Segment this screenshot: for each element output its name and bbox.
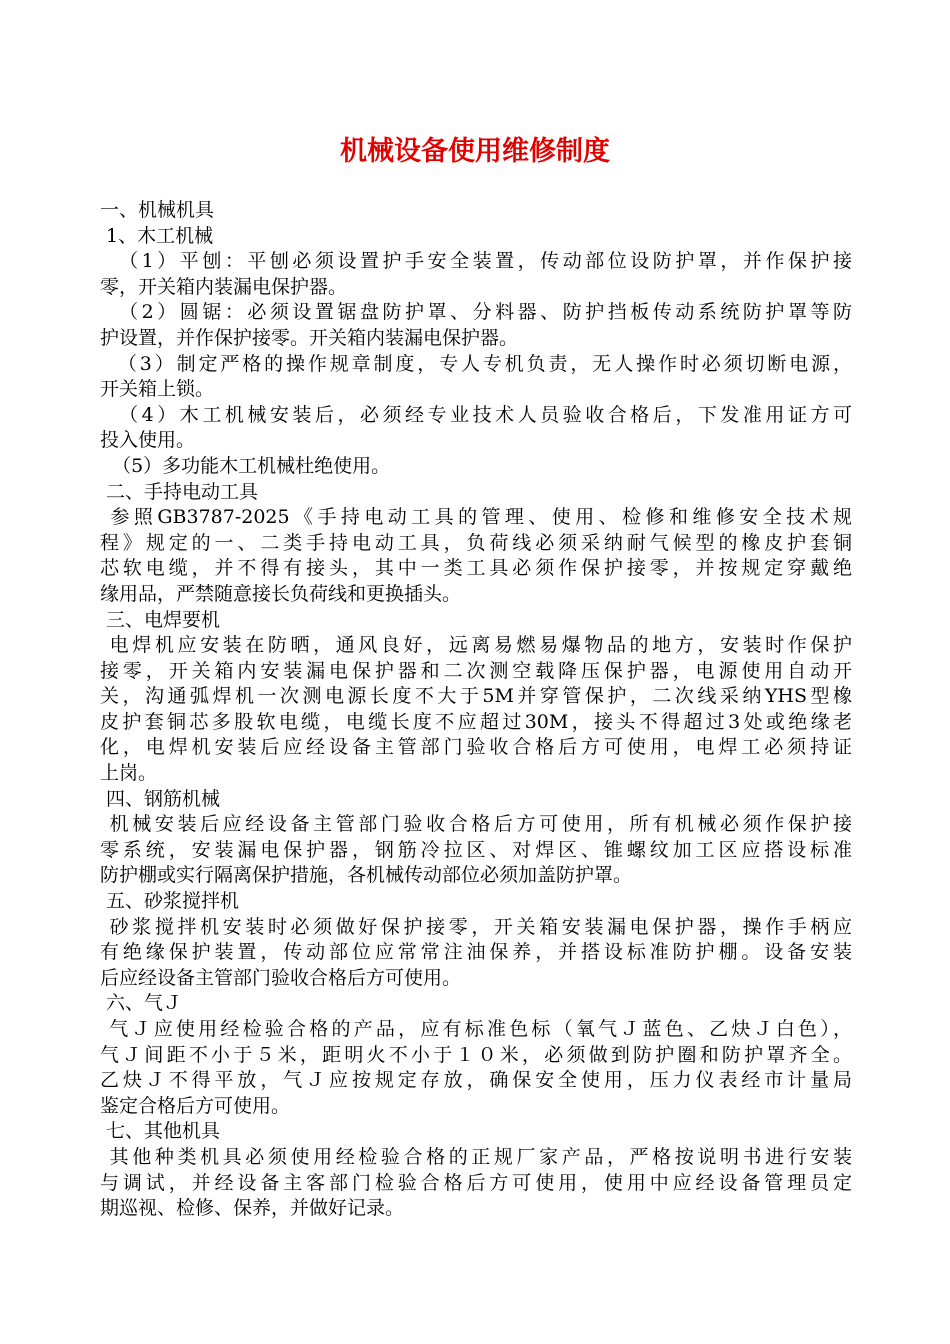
body-line: 防护棚或实行隔离保护措施，各机械传动部位必须加盖防护罩。 [100, 864, 633, 887]
body-line: 机械安装后应经设备主管部门验收合格后方可使用，所有机械必须作保护接 [100, 813, 852, 836]
body-line: 程》规定的一、二类手持电动工具，负荷线必须采纳耐气候型的橡皮护套铜 [100, 531, 852, 554]
body-line: 五、砂浆搅拌机 [100, 890, 240, 913]
body-line: 一、机械机具 [100, 199, 215, 221]
document-title: 机械设备使用维修制度 [340, 136, 610, 167]
body-line: （1）平刨：平刨必须设置护手安全装置，传动部位设防护罩，并作保护接 [100, 250, 852, 273]
body-line: 电焊机应安装在防晒，通风良好，远离易燃易爆物品的地方，安装时作保护 [100, 634, 852, 657]
body-line: 开关箱上锁。 [100, 378, 215, 401]
body-line: （3）制定严格的操作规章制度，专人专机负责，无人操作时必须切断电源， [100, 352, 852, 375]
body-line: 投入使用。 [100, 429, 196, 452]
body-line: 乙炔Ｊ不得平放，气Ｊ应按规定存放，确保安全使用，压力仪表经市计量局 [100, 1069, 852, 1092]
body-line: 三、电焊要机 [100, 608, 221, 631]
body-line: （5）多功能木工机械杜绝使用。 [100, 454, 391, 477]
body-line: 零，开关箱内装漏电保护器。 [100, 275, 348, 298]
body-line: 砂浆搅拌机安装时必须做好保护接零，开关箱安装漏电保护器，操作手柄应 [100, 915, 852, 938]
body-line: 二、手持电动工具 [100, 480, 259, 503]
body-line: 鉴定合格后方可使用。 [100, 1094, 291, 1117]
body-line: 上岗。 [100, 762, 158, 785]
body-line: 芯软电缆，并不得有接头，其中一类工具必须作保护接零，并按规定穿戴绝 [100, 557, 852, 580]
body-line: 四、钢筋机械 [100, 787, 221, 810]
body-line: 七、其他机具 [100, 1120, 221, 1143]
body-line: 1、木工机械 [100, 224, 214, 247]
body-line: 气Ｊ间距不小于５米，距明火不小于１０米，必须做到防护圈和防护罩齐全。 [100, 1043, 852, 1066]
body-line: 六、气Ｊ [100, 992, 183, 1015]
body-line: （4）木工机械安装后，必须经专业技术人员验收合格后，下发准用证方可 [100, 403, 852, 426]
body-line: 气Ｊ应使用经检验合格的产品，应有标准色标（氧气Ｊ蓝色、乙炔Ｊ白色）， [100, 1018, 852, 1040]
body-line: 其他种类机具必须使用经检验合格的正规厂家产品，严格按说明书进行安装 [100, 1145, 852, 1168]
body-line: 皮护套铜芯多股软电缆，电缆长度不应超过30M，接头不得超过3处或绝缘老 [100, 710, 852, 733]
body-line: 参照GB3787-2025《手持电动工具的管理、使用、检修和维修安全技术规 [100, 506, 852, 529]
body-line: 缘用品，严禁随意接长负荷线和更换插头。 [100, 582, 462, 605]
body-line: （2）圆锯：必须设置锯盘防护罩、分料器、防护挡板传动系统防护罩等防 [100, 301, 852, 324]
body-line: 化，电焊机安装后应经设备主管部门验收合格后方可使用，电焊工必须持证 [100, 736, 852, 759]
body-line: 关，沟通弧焊机一次测电源长度不大于5M并穿管保护，二次线采纳YHS型橡 [100, 685, 852, 708]
body-line: 后应经设备主管部门验收合格后方可使用。 [100, 966, 462, 989]
body-line: 接零，开关箱内安装漏电保护器和二次测空载降压保护器，电源使用自动开 [100, 659, 852, 682]
body-line: 护设置，并作保护接零。开关箱内装漏电保护器。 [100, 326, 519, 349]
document-body [100, 198, 852, 1222]
body-line: 与调试，并经设备主客部门检验合格后方可使用，使用中应经设备管理员定 [100, 1171, 852, 1194]
body-line: 有绝缘保护装置，传动部位应常常注油保养，并搭设标准防护棚。设备安装 [100, 941, 852, 964]
body-line: 零系统，安装漏电保护器，钢筋冷拉区、对焊区、锥螺纹加工区应搭设标准 [100, 838, 852, 861]
body-line: 期巡视、检修、保养，并做好记录。 [100, 1197, 405, 1220]
